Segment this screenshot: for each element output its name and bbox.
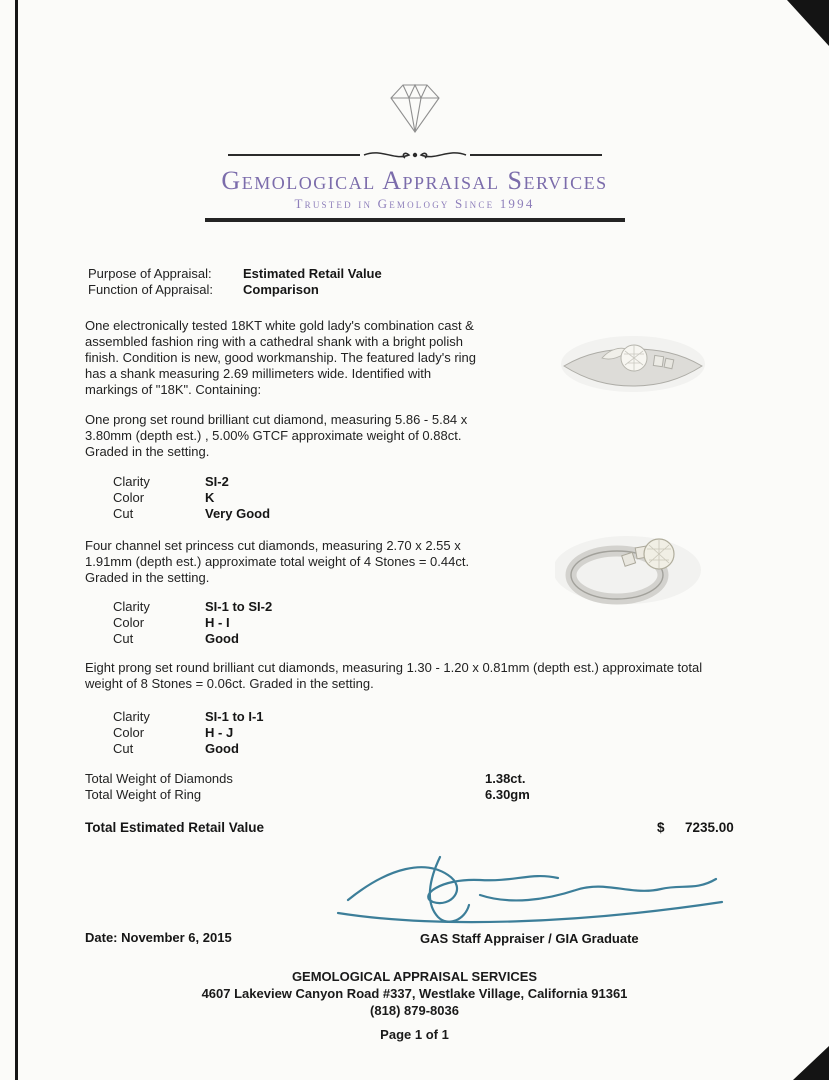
retail-value-label: Total Estimated Retail Value <box>85 820 265 835</box>
footer-page-number: Page 1 of 1 <box>380 1027 449 1042</box>
color-row <box>113 615 272 631</box>
appraisal-meta <box>88 266 382 298</box>
function-row <box>88 282 382 298</box>
function-label: Function of Appraisal: <box>88 282 214 297</box>
color-label: Color <box>113 725 145 740</box>
letterhead <box>0 80 829 222</box>
scan-corner-top-right <box>787 0 829 46</box>
color-row <box>113 725 264 741</box>
cut-row <box>113 741 264 757</box>
total-weight-ring-row <box>85 787 530 803</box>
purpose-row <box>88 266 382 282</box>
clarity-row <box>113 599 272 615</box>
color-label: Color <box>113 615 145 630</box>
brand-tagline: Trusted in Gemology Since 1994 <box>294 196 535 211</box>
total-weight-ring-value: 6.30gm <box>485 787 530 802</box>
scroll-flourish-icon <box>360 146 470 164</box>
clarity-label: Clarity <box>113 709 150 724</box>
appraiser-title: GAS Staff Appraiser / GIA Graduate <box>420 931 639 946</box>
date-line: Date: November 6, 2015 <box>85 930 232 945</box>
clarity-value: SI-2 <box>205 474 229 489</box>
total-weight-ring-label: Total Weight of Ring <box>85 787 202 802</box>
grade-table-2 <box>113 599 272 647</box>
function-value: Comparison <box>243 282 319 297</box>
total-weight-diamonds-row <box>85 771 530 787</box>
clarity-value: SI-1 to SI-2 <box>205 599 273 614</box>
stone-group-1-description: One prong set round brilliant cut diamond, measuring 5.86 - 5.84 x 3.80mm (depth est.) , 5.00% GTCF approximate weight of 0.88ct. Graded in the setting. <box>85 412 468 459</box>
clarity-row <box>113 474 270 490</box>
ring-photo-top <box>558 330 708 395</box>
diamond-logo-icon <box>383 80 447 138</box>
clarity-value: SI-1 to I-1 <box>205 709 264 724</box>
cut-row <box>113 631 272 647</box>
clarity-row <box>113 709 264 725</box>
footer-address: 4607 Lakeview Canyon Road #337, Westlake Village, California 91361 <box>201 986 628 1001</box>
stone-group-2-description: Four channel set princess cut diamonds, measuring 2.70 x 2.55 x 1.91mm (depth est.) approximate total weight of 4 Stones = 0.44ct. Graded in the setting. <box>85 538 470 585</box>
totals-block <box>85 771 530 803</box>
footer-company: GEMOLOGICAL APPRAISAL SERVICES <box>291 969 538 984</box>
purpose-value: Estimated Retail Value <box>243 266 382 281</box>
cut-value: Good <box>205 631 239 646</box>
retail-currency: $ <box>657 820 665 835</box>
color-value: K <box>205 490 215 505</box>
cut-value: Very Good <box>205 506 271 521</box>
stone-group-3-description: Eight prong set round brilliant cut diamonds, measuring 1.30 - 1.20 x 0.81mm (depth est.) approximate total weight of 8 Stones = 0.06ct. Graded in the setting. <box>85 660 703 691</box>
clarity-label: Clarity <box>113 599 150 614</box>
total-weight-diamonds-label: Total Weight of Diamonds <box>85 771 233 786</box>
purpose-label: Purpose of Appraisal: <box>88 266 212 281</box>
cut-label: Cut <box>113 741 134 756</box>
cut-label: Cut <box>113 631 134 646</box>
grade-table-1 <box>113 474 270 522</box>
scan-corner-bottom-right <box>793 1046 829 1080</box>
header-ornament <box>0 146 829 164</box>
color-value: H - I <box>205 615 230 630</box>
footer-phone: (818) 879-8036 <box>370 1003 459 1018</box>
ornament-line-left <box>228 154 360 156</box>
clarity-label: Clarity <box>113 474 150 489</box>
color-label: Color <box>113 490 145 505</box>
grade-table-3 <box>113 709 264 757</box>
color-value: H - J <box>205 725 234 740</box>
brand-title: Gemological Appraisal Services <box>221 166 608 195</box>
appraiser-signature <box>330 850 730 935</box>
color-row <box>113 490 270 506</box>
retail-value-amount: 7235.00 <box>685 820 734 835</box>
header-rule <box>205 218 625 222</box>
footer <box>0 968 829 1043</box>
total-weight-diamonds-value: 1.38ct. <box>485 771 526 786</box>
ring-description: One electronically tested 18KT white gold lady's combination cast & assembled fashion ring with a cathedral shank with a bright polish finish. Condition is new, good workmanship. The featured lady's ring has a shank measuring 2.69 millimeters wide. Identified with markings of "18K". Containing: <box>85 318 477 397</box>
ornament-line-right <box>470 154 602 156</box>
ring-photo-bottom <box>555 528 710 606</box>
cut-value: Good <box>205 741 239 756</box>
cut-row <box>113 506 270 522</box>
cut-label: Cut <box>113 506 134 521</box>
